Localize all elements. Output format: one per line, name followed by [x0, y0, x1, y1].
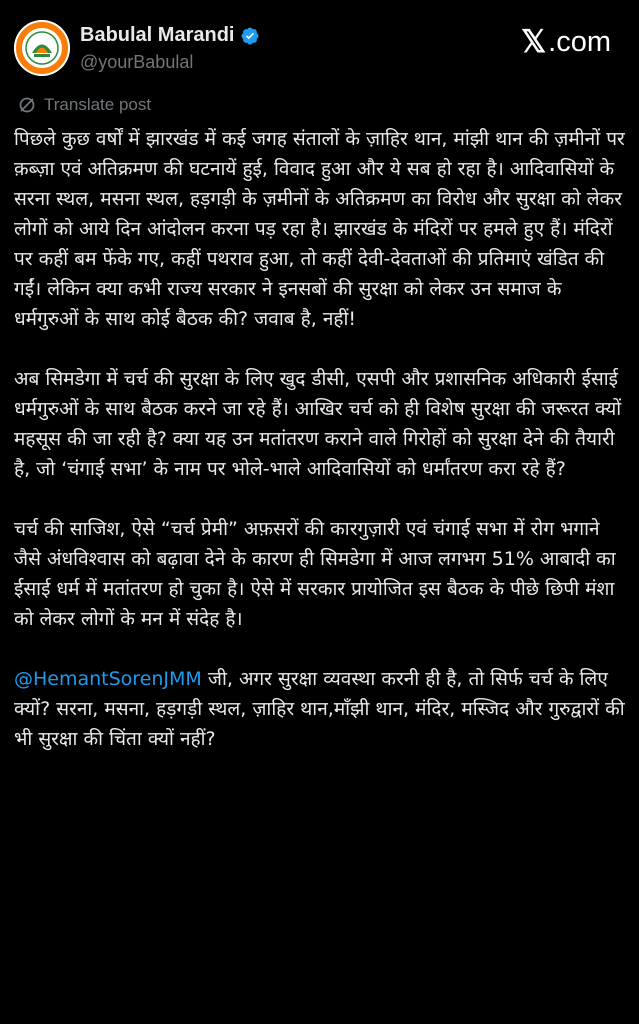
author-handle[interactable]: @yourBabulal — [80, 52, 194, 72]
translate-post-link[interactable] — [18, 95, 151, 115]
verified-badge-icon — [240, 26, 260, 46]
author-display-name[interactable]: Babulal Marandi — [80, 24, 235, 46]
mention-link[interactable]: @HemantSorenJMM — [14, 668, 202, 690]
post-body — [14, 124, 626, 784]
party-logo-icon — [14, 20, 70, 76]
x-logo-icon: 𝕏 — [521, 24, 547, 59]
post-header — [0, 0, 639, 90]
post-paragraph-1: पिछले कुछ वर्षों में झारखंड में कई जगह संतालों के ज़ाहिर थान, मांझी थान की ज़मीनों पर क़ब्ज़ा एवं अतिक्रमण की घटनायें हुई, विवाद हुआ और ये सब हो रहा है। आदिवासियों के सरना स्थल, मसना स्थल, हड़गड़ी के ज़मीनों के अतिक्रमण का विरोध और सुरक्षा को लेकर लोगों को आये दिन आंदोलन करना पड़ रहा है। झारखंड के मंदिरों पर हमले हुए हैं। मंदिरों पर कहीं बम फेंके गए, कहीं पथराव हुआ, तो कहीं देवी-देवताओं की प्रतिमाएं खंडित की गईं। लेकिन क्या कभी राज्य सरकार ने इनसबों की सुरक्षा को लेकर उन समाज के धर्मगुरुओं के साथ कोई बैठक की? जवाब है, नहीं! — [14, 128, 625, 330]
translate-icon — [18, 96, 36, 114]
author-name-row[interactable] — [80, 24, 260, 47]
x-com-watermark — [521, 24, 611, 60]
brand-suffix: .com — [548, 25, 611, 58]
post-paragraph-3: चर्च की साजिश, ऐसे “चर्च प्रेमी” अफ़सरों की कारगुज़ारी एवं चंगाई सभा में रोग भगाने जैसे अंधविश्वास को बढ़ावा देने के कारण ही सिमडेगा में आज लगभग 51% आबादी का ईसाई धर्म में मतांतरण हो चुका है। ऐसे में सरकार प्रायोजित इस बैठक के पीछे छिपी मंशा को लेकर लोगों के मन में संदेह है। — [14, 518, 616, 630]
translate-post-label[interactable]: Translate post — [44, 95, 152, 114]
post-paragraph-4 — [14, 664, 626, 754]
post-paragraph-4-text: जी, अगर सुरक्षा व्यवस्था करनी ही है, तो सिर्फ चर्च के लिए क्यों? सरना, मसना, हड़गड़ी स्थल, ज़ाहिर थान,माँझी थान, मंदिर, मस्जिद और गुरुद्वारों की भी सुरक्षा की चिंता क्यों नहीं? — [14, 668, 625, 750]
avatar[interactable] — [14, 20, 70, 76]
post-paragraph-2: अब सिमडेगा में चर्च की सुरक्षा के लिए खुद डीसी, एसपी और प्रशासनिक अधिकारी ईसाई धर्मगुरुओं के साथ बैठक करने जा रहे हैं। आखिर चर्च को ही विशेष सुरक्षा की जरूरत क्यों महसूस की जा रही है? क्या यह उन मतांतरण कराने वाले गिरोहों को सुरक्षा देने की तैयारी है, जो ‘चंगाई सभा’ के नाम पर भोले-भाले आदिवासियों को धर्मांतरण करा रहे हैं? — [14, 368, 622, 480]
